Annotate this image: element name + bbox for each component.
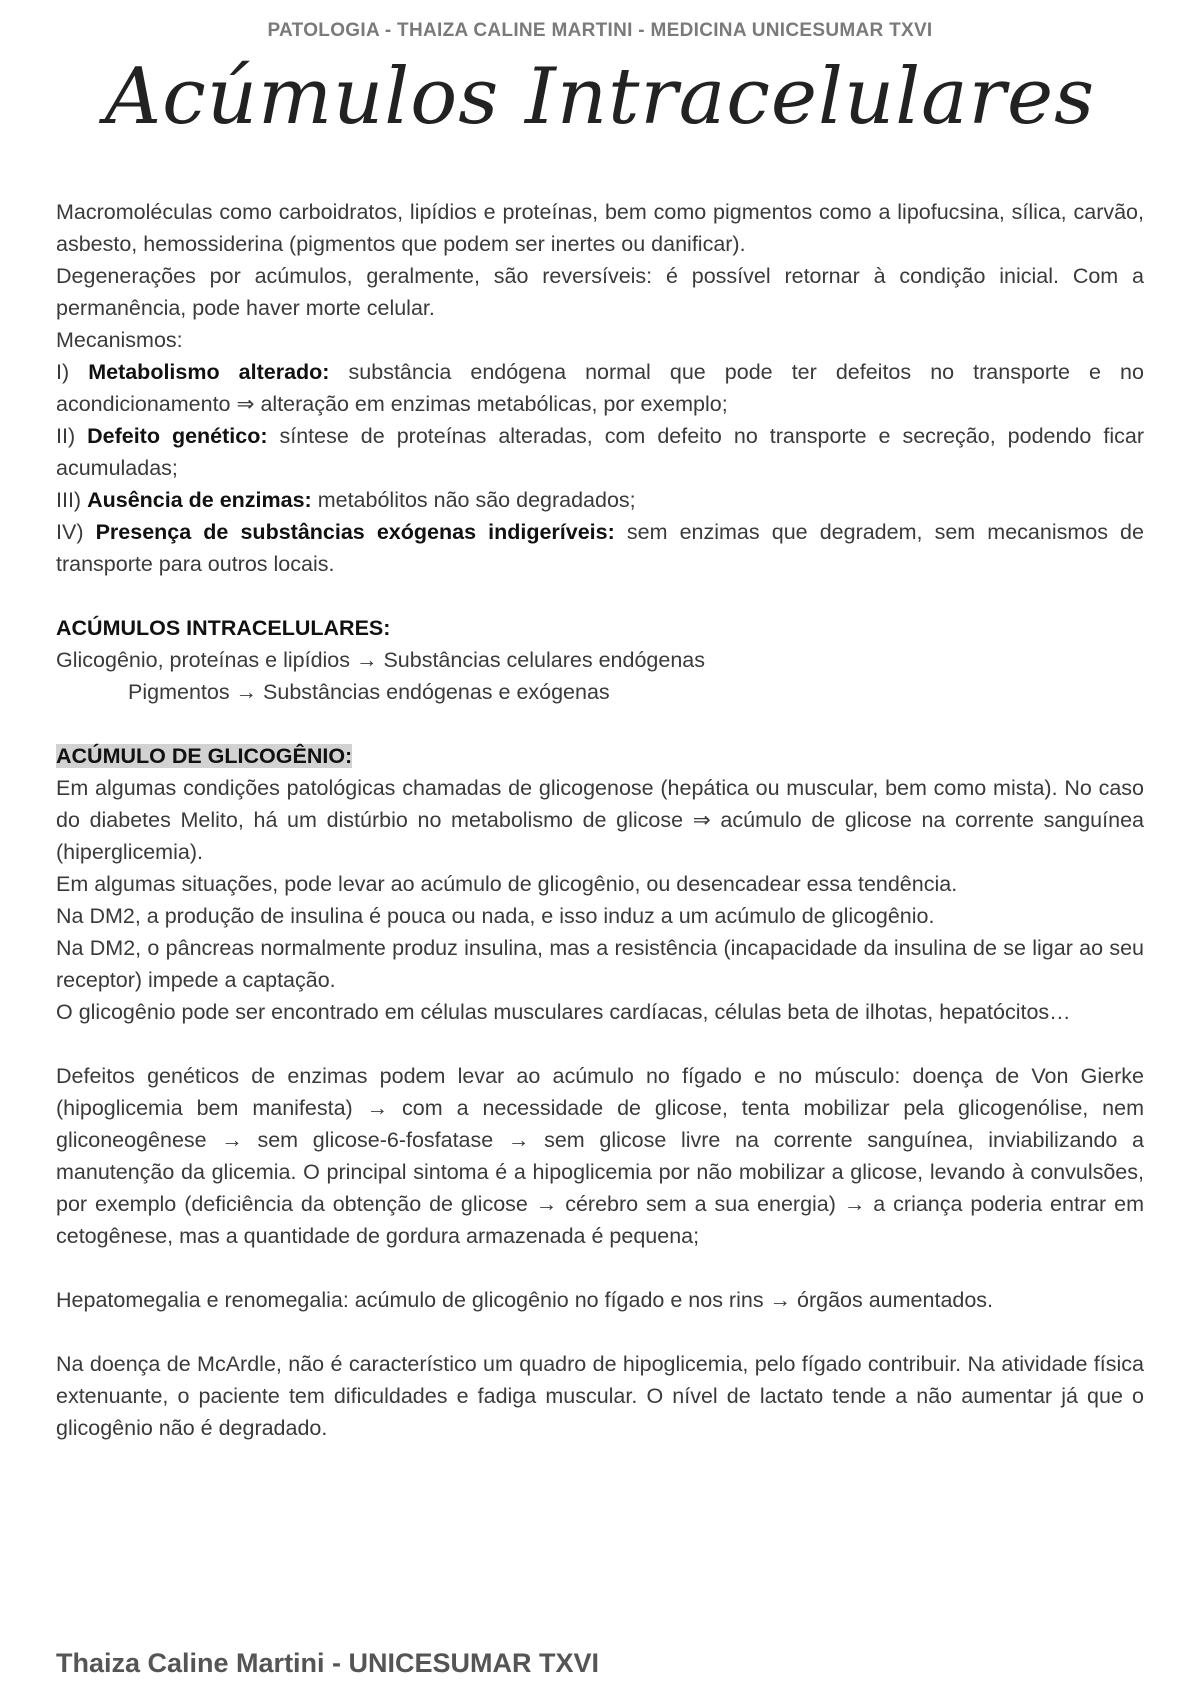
spacer <box>56 1028 1144 1060</box>
section-title-glicogenio <box>56 740 1144 772</box>
mechanism-number: IV) <box>56 520 84 544</box>
spacer <box>56 1252 1144 1284</box>
mechanism-term: Presença de substâncias exógenas indigeríveis: <box>95 520 615 544</box>
intro-paragraph-2: Degenerações por acúmulos, geralmente, são reversíveis: é possível retornar à condição inicial. Com a permanência, pode haver morte celular. <box>56 264 1144 320</box>
mechanism-item-1 <box>56 356 1144 420</box>
page-title: Acúmulos Intracelulares <box>104 52 1096 142</box>
document-body <box>56 196 1144 1444</box>
mechanism-number: III) <box>56 488 82 512</box>
mechanism-number: II) <box>56 424 76 448</box>
page-footer: Thaiza Caline Martini - UNICESUMAR TXVI <box>56 1648 600 1678</box>
highlighted-heading: ACÚMULO DE GLICOGÊNIO: <box>56 744 353 768</box>
acumulos-line-2: Pigmentos → Substâncias endógenas e exógenas <box>128 680 610 704</box>
mechanism-text: metabólitos não são degradados; <box>317 488 636 512</box>
glicogenio-paragraph-3: Na DM2, a produção de insulina é pouca ou nada, e isso induz a um acúmulo de glicogênio. <box>56 904 935 928</box>
glicogenio-paragraph-2: Em algumas situações, pode levar ao acúmulo de glicogênio, ou desencadear essa tendência. <box>56 872 958 896</box>
mechanism-item-4 <box>56 516 1144 580</box>
mechanism-term: Ausência de enzimas: <box>87 488 312 512</box>
mechanism-number: I) <box>56 360 70 384</box>
mechanism-term: Metabolismo alterado: <box>88 360 330 384</box>
mechanism-term: Defeito genético: <box>87 424 268 448</box>
mechanism-text: síntese de proteínas alteradas, com defeito no transporte e secreção, podendo ficar acumuladas; <box>56 424 1144 480</box>
mechanism-text: substância endógena normal que pode ter defeitos no transporte e no acondicionamento ⇒ alteração em enzimas metabólicas, por exemplo; <box>56 360 1144 416</box>
mechanism-item-3 <box>56 484 1144 516</box>
acumulos-line-1: Glicogênio, proteínas e lipídios → Substâncias celulares endógenas <box>56 648 705 672</box>
spacer <box>56 708 1144 740</box>
glicogenio-paragraph-8: Na doença de McArdle, não é característico um quadro de hipoglicemia, pelo fígado contribuir. Na atividade física extenuante, o paciente tem dificuldades e fadiga muscular. O nível de lactato tende a não aumentar já que o glicogênio não é degradado. <box>56 1352 1144 1440</box>
mechanism-text: sem enzimas que degradem, sem mecanismos de transporte para outros locais. <box>56 520 1144 576</box>
spacer <box>56 580 1144 612</box>
mechanism-item-2 <box>56 420 1144 484</box>
mechanisms-label: Mecanismos: <box>56 328 183 352</box>
section-title-acumulos: ACÚMULOS INTRACELULARES: <box>56 616 391 640</box>
intro-paragraph-1: Macromoléculas como carboidratos, lipídios e proteínas, bem como pigmentos como a lipofucsina, sílica, carvão, asbesto, hemossiderina (pigmentos que podem ser inertes ou danificar). <box>56 200 1144 256</box>
glicogenio-paragraph-1: Em algumas condições patológicas chamadas de glicogenose (hepática ou muscular, bem como mista). No caso do diabetes Melito, há um distúrbio no metabolismo de glicose ⇒ acúmulo de glicose na corrente sanguínea (hiperglicemia). <box>56 776 1144 864</box>
spacer <box>56 1316 1144 1348</box>
glicogenio-paragraph-6: Defeitos genéticos de enzimas podem levar ao acúmulo no fígado e no músculo: doença de Von Gierke (hipoglicemia bem manifesta) → com a necessidade de glicose, tenta mobilizar pela glicogenólise, nem gliconeogênese → sem glicose-6-fosfatase → sem glicose livre na corrente sanguínea, inviabilizando a manutenção da glicemia. O principal sintoma é a hipoglicemia por não mobilizar a glicose, levando à convulsões, por exemplo (deficiência da obtenção de glicose → cérebro sem a sua energia) → a criança poderia entrar em cetogênese, mas a quantidade de gordura armazenada é pequena; <box>56 1064 1144 1248</box>
page-header: PATOLOGIA - THAIZA CALINE MARTINI - MEDICINA UNICESUMAR TXVI <box>267 20 933 41</box>
glicogenio-paragraph-7: Hepatomegalia e renomegalia: acúmulo de glicogênio no fígado e nos rins → órgãos aumentados. <box>56 1288 994 1312</box>
glicogenio-paragraph-4: Na DM2, o pâncreas normalmente produz insulina, mas a resistência (incapacidade da insulina de se ligar ao seu receptor) impede a captação. <box>56 936 1144 992</box>
glicogenio-paragraph-5: O glicogênio pode ser encontrado em células musculares cardíacas, células beta de ilhotas, hepatócitos… <box>56 1000 1071 1024</box>
